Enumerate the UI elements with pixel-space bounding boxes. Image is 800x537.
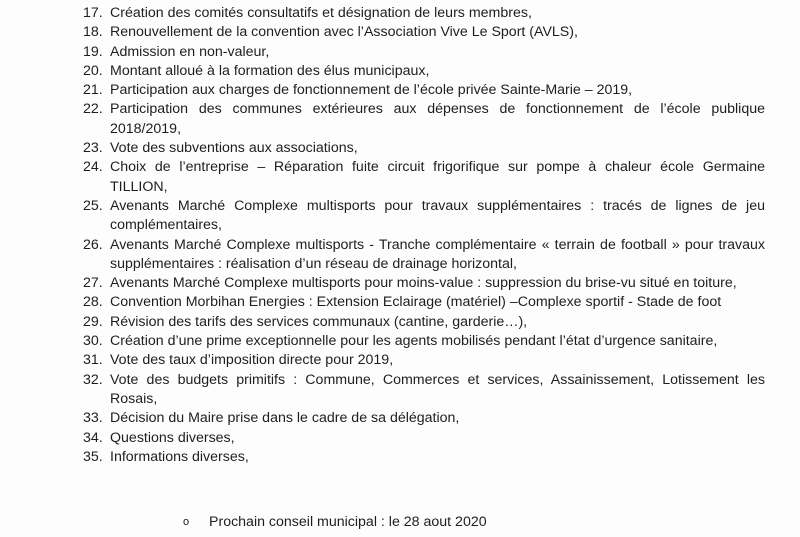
item-number: 35. xyxy=(83,448,103,465)
item-number: 18. xyxy=(83,24,103,41)
item-text: Avenants Marché Complexe multisports pour moins-value : suppression du brise-vu situé en toiture, xyxy=(110,275,737,292)
list-item xyxy=(83,4,765,23)
item-text: Avenants Marché Complexe multisports pour travaux supplémentaires : tracés de lignes de jeu complémentaires, xyxy=(110,197,765,234)
item-number: 30. xyxy=(83,333,103,350)
item-text: Vote des taux d’imposition directe pour 2019, xyxy=(110,352,394,369)
list-item xyxy=(83,332,765,351)
list-item xyxy=(83,351,765,370)
item-number: 24. xyxy=(83,159,103,176)
item-number: 19. xyxy=(83,43,103,60)
item-text: Vote des subventions aux associations, xyxy=(110,140,358,157)
list-item xyxy=(83,274,765,293)
item-text: Admission en non-valeur, xyxy=(110,43,270,60)
item-number: 26. xyxy=(83,236,103,253)
item-number: 23. xyxy=(83,140,103,157)
bullet-icon: o xyxy=(183,516,190,528)
sub-item-text: Prochain conseil municipal : le 28 aout 2020 xyxy=(209,514,487,530)
item-number: 17. xyxy=(83,5,103,21)
item-number: 21. xyxy=(83,82,103,99)
sub-item-next-council xyxy=(183,513,487,532)
item-text: Vote des budgets primitifs : Commune, Commerces et services, Assainissement, Lotissement les Rosais, xyxy=(110,371,765,407)
item-text: Révision des tarifs des services communaux (cantine, garderie…), xyxy=(110,313,528,330)
list-item xyxy=(83,158,765,197)
list-item xyxy=(83,429,765,448)
item-text: Avenants Marché Complexe multisports - Tranche complémentaire « terrain de football » pour travaux supplémentaires : réalisation d’un réseau de drainage horizontal, xyxy=(110,236,765,272)
item-text: Création d’une prime exceptionnelle pour les agents mobilisés pendant l’état d’urgence sanitaire, xyxy=(110,333,718,350)
item-number: 22. xyxy=(83,101,103,118)
item-text: Convention Morbihan Energies : Extension Eclairage (matériel) –Complexe sportif - Stade de foot xyxy=(110,294,722,311)
item-text: Montant alloué à la formation des élus municipaux, xyxy=(110,62,430,79)
list-item xyxy=(83,448,765,467)
list-item xyxy=(83,43,765,62)
list-item xyxy=(83,62,765,81)
list-item xyxy=(83,371,765,410)
list-item xyxy=(83,409,765,428)
item-number: 25. xyxy=(83,197,103,214)
item-text: Participation aux charges de fonctionnement de l’école privée Sainte-Marie – 2019, xyxy=(110,82,633,99)
list-item xyxy=(83,197,765,236)
item-number: 34. xyxy=(83,429,103,446)
agenda-list xyxy=(83,4,765,467)
list-item xyxy=(83,23,765,42)
item-text: Participation des communes extérieures aux dépenses de fonctionnement de l’école publique 2018/2019, xyxy=(110,101,765,137)
item-text: Informations diverses, xyxy=(110,448,249,465)
list-item xyxy=(83,293,765,312)
item-text: Renouvellement de la convention avec l’Association Vive Le Sport (AVLS), xyxy=(110,24,578,41)
item-number: 27. xyxy=(83,275,103,292)
list-item xyxy=(83,100,765,139)
item-number: 20. xyxy=(83,62,103,79)
item-text: Questions diverses, xyxy=(110,429,235,446)
item-number: 29. xyxy=(83,313,103,330)
item-number: 33. xyxy=(83,410,103,427)
item-text: Création des comités consultatifs et désignation de leurs membres, xyxy=(110,5,532,21)
item-text: Choix de l’entreprise – Réparation fuite circuit frigorifique sur pompe à chaleur école Germaine TILLION, xyxy=(110,159,765,195)
item-text: Décision du Maire prise dans le cadre de sa délégation, xyxy=(110,410,460,427)
list-item xyxy=(83,313,765,332)
item-number: 32. xyxy=(83,371,103,388)
item-number: 28. xyxy=(83,294,103,311)
list-item xyxy=(83,81,765,100)
list-item xyxy=(83,139,765,158)
item-number: 31. xyxy=(83,352,103,369)
list-item xyxy=(83,236,765,275)
